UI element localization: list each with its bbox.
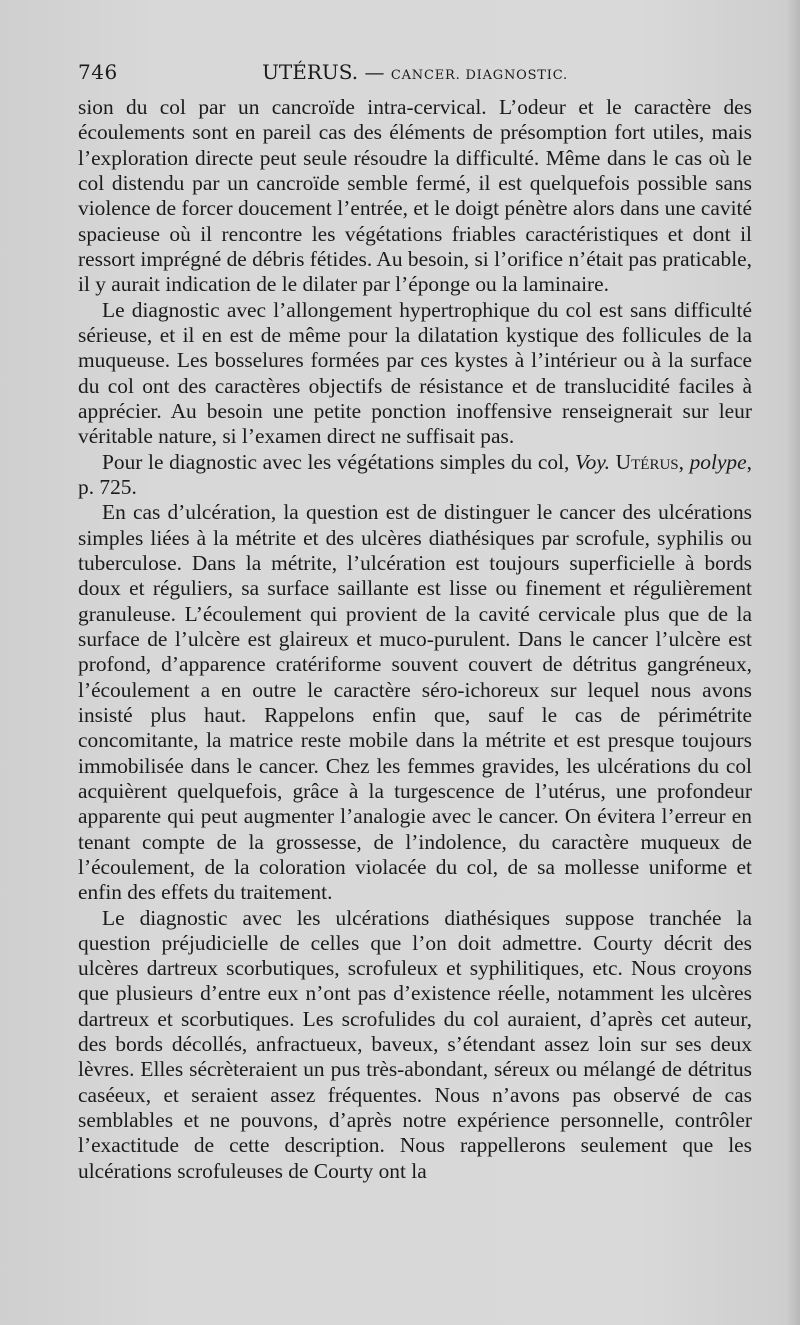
paragraph-ulceration: En cas d’ulcération, la question est de distinguer le cancer des ulcérations simples liées à la métrite et des ulcères diathésiques par scrofule, syphilis ou tuberculose. Dans la métrite, l’ulcération est toujours superficielle à bords doux et réguliers, sa surface saillante est lisse ou finement et régulièrement granuleuse. L’écoulement qui provient de la cavité cervicale plus que de la surface de l’ulcère est glaireux et muco-purulent. Dans le cancer l’ulcère est profond, d’apparence cratériforme souvent couvert de détritus gangréneux, l’écoulement a en outre le caractère séro-ichoreux sur lequel nous avons insisté plus haut. Rappelons enfin que, sauf le cas de périmétrite concomitante, la matrice reste mobile dans la métrite et est presque toujours immobilisée dans le cancer. Chez les femmes gravides, les ulcérations du col acquièrent quelquefois, grâce à la turgescence de l’utérus, une profondeur apparente qui peut augmenter l’analogie avec le cancer. On évitera l’erreur en tenant compte de la grossesse, de l’indolence, du caractère muqueux de l’écoulement, de la coloration violacée du col, de sa mollesse uniforme et enfin des effets du traitement. — [78, 500, 752, 905]
paragraph-allongement: Le diagnostic avec l’allongement hypertrophique du col est sans difficulté sérieuse, et il en est de même pour la dilatation kystique des follicules de la muqueuse. Les bosselures formées par ces kystes à l’intérieur ou à la surface du col ont des caractères objectifs de résistance et de translucidité faciles à apprécier. Au besoin une petite ponction inoffensive renseignerait sur leur véritable nature, si l’examen direct ne suffisait pas. — [78, 297, 752, 449]
cross-reference-polype: polype — [689, 449, 747, 474]
page-number: 746 — [78, 60, 118, 84]
body-text — [78, 95, 752, 1184]
running-head-dash: — — [364, 60, 385, 84]
voy-abbreviation: Voy. — [574, 449, 611, 474]
cross-reference-uterus: Utérus — [615, 449, 679, 474]
running-head-title: UTÉRUS. — [262, 60, 359, 84]
paragraph-polype-reference: Pour le diagnostic avec les végétations simples du col, Voy. Utérus, polype, p. 725. — [78, 449, 752, 499]
page-header — [78, 60, 752, 90]
paragraph-continuation: sion du col par un cancroïde intra-cervical. L’odeur et le caractère des écoulements sont en pareil cas des éléments de présomption fort utiles, mais l’exploration directe peut seule résoudre la difficulté. Même dans le cas où le col distendu par un cancroïde semble fermé, il est quelquefois possible sans violence de forcer doucement l’entrée, et le doigt pénètre alors dans une cavité spacieuse où il rencontre les végétations friables caractéristiques et dont il ressort imprégné de débris fétides. Au besoin, si l’orifice n’était pas praticable, il y aurait indication de le dilater par l’éponge ou la laminaire. — [78, 95, 752, 297]
running-head-subtitle: CANCER. DIAGNOSTIC. — [390, 68, 568, 83]
running-head — [78, 60, 752, 84]
paragraph-diathesiques: Le diagnostic avec les ulcérations diathésiques suppose tranchée la question préjudicielle de celles que l’on doit admettre. Courty décrit des ulcères dartreux scorbutiques, scrofuleux et syphilitiques, etc. Nous croyons que plusieurs d’entre eux n’ont pas d’existence réelle, notamment les ulcères dartreux et scorbutiques. Les scrofulides du col auraient, d’après cet auteur, des bords décollés, anfractueux, baveux, s’étendant assez loin sur ses deux lèvres. Elles sécrèteraient un pus très-abondant, séreux ou mélangé de détritus caséeux, et seraient assez fréquentes. Nous n’avons pas observé de cas semblables et ne pouvons, d’après notre expérience personnelle, contrôler l’exactitude de cette description. Nous rappellerons seulement que les ulcérations scrofuleuses de Courty ont la — [78, 905, 752, 1183]
page-edge-shadow — [786, 0, 800, 1325]
